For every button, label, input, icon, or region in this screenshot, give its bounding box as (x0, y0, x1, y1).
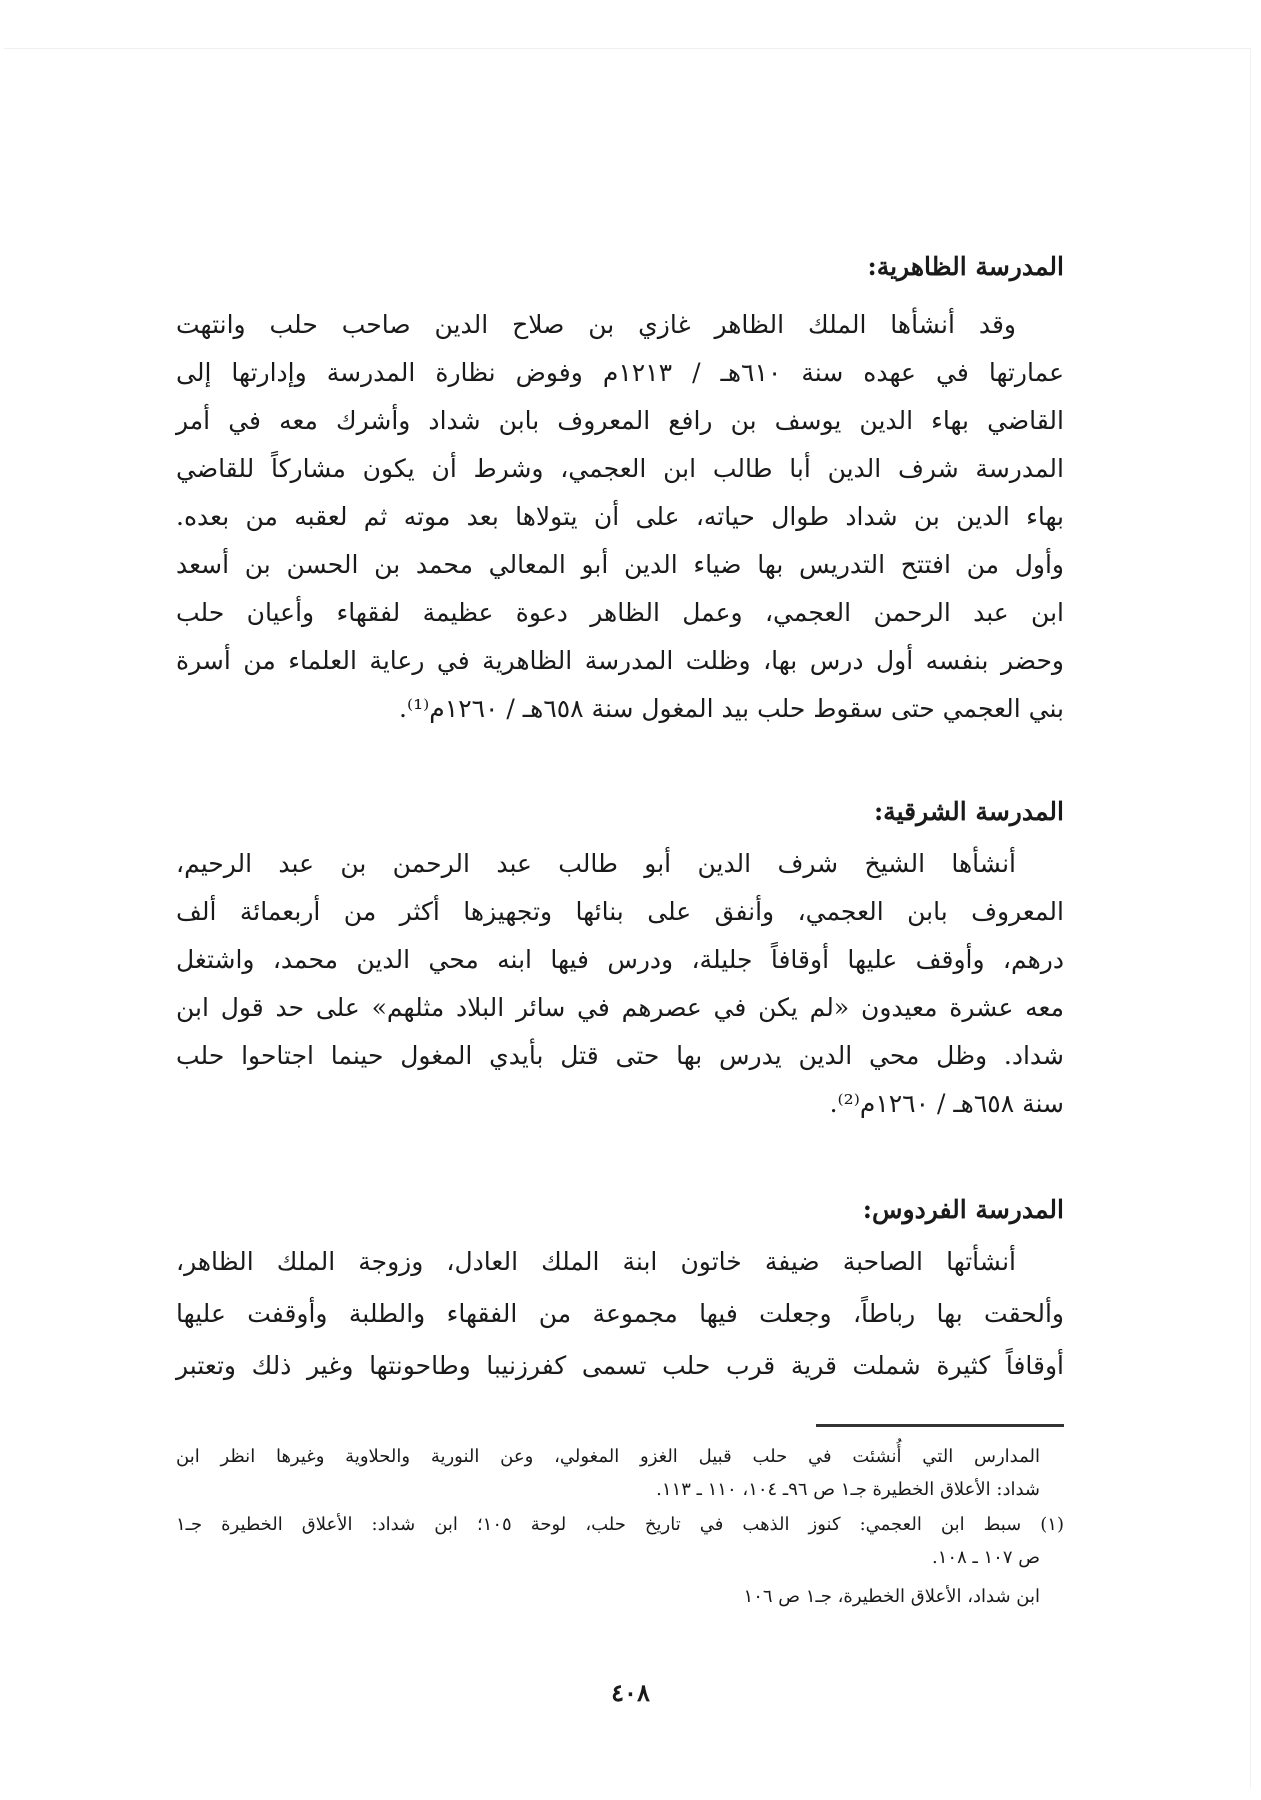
text-line: عمارتها في عهده سنة ٦١٠هـ / ١٢١٣م وفوض نظارة المدرسة وإدارتها إلى (176, 358, 1064, 387)
text-line: وألحقت بها رباطاً، وجعلت فيها مجموعة من الفقهاء والطلبة وأوقفت عليها (176, 1299, 1064, 1328)
text-line: القاضي بهاء الدين يوسف بن رافع المعروف بابن شداد وأشرك معه في أمر (176, 406, 1064, 435)
text-line: درهم، وأوقف عليها أوقافاً جليلة، ودرس فيها ابنه محي الدين محمد، واشتغل (176, 945, 1064, 974)
footnote-separator (816, 1424, 1064, 1427)
footnote-line: شداد: الأعلاق الخطيرة جـ١ ص ٩٦ـ ١٠٤، ١١٠ ـ ١١٣. (656, 1479, 1040, 1500)
text-line: أوقافاً كثيرة شملت قرية قرب حلب تسمى كفرزنيبا وطاحونتها وغير ذلك وتعتبر (176, 1351, 1064, 1380)
footnote-line: ص ١٠٧ ـ ١٠٨. (932, 1547, 1040, 1568)
footnote-1: (١) سبط ابن العجمي: كنوز الذهب في تاريخ حلب، لوحة ١٠٥؛ ابن شداد: الأعلاق الخطيرة جـ١ (176, 1514, 1064, 1535)
section-heading-zahiriya: المدرسة الظاهرية: (867, 252, 1064, 281)
text-line: المعروف بابن العجمي، وأنفق على بنائها وتجهيزها أكثر من أربعمائة ألف (176, 897, 1064, 926)
page-number: ٤٠٨ (611, 1678, 650, 1707)
footnote-line: المدارس التي أُنشئت في حلب قبيل الغزو المغولي، وعن النورية والحلاوية وغيرها انظر ابن (176, 1446, 1040, 1467)
text-line: وقد أنشأها الملك الظاهر غازي بن صلاح الدين صاحب حلب وانتهت (176, 310, 1016, 339)
text-line: سنة ٦٥٨هـ / ١٢٦٠م⁽²⁾. (829, 1089, 1064, 1118)
footnote-2: ابن شداد، الأعلاق الخطيرة، جـ١ ص ١٠٦ (743, 1586, 1040, 1607)
text-line: معه عشرة معيدون «لم يكن في عصرهم في سائر البلاد مثلهم» على حد قول ابن (176, 993, 1064, 1022)
text-line: المدرسة شرف الدين أبا طالب ابن العجمي، وشرط أن يكون مشاركاً للقاضي (176, 454, 1064, 483)
text-line: أنشأها الشيخ شرف الدين أبو طالب عبد الرحمن بن عبد الرحيم، (176, 849, 1016, 878)
text-line: شداد. وظل محي الدين يدرس بها حتى قتل بأيدي المغول حينما اجتاحوا حلب (176, 1041, 1064, 1070)
text-line: ابن عبد الرحمن العجمي، وعمل الظاهر دعوة عظيمة لفقهاء وأعيان حلب (176, 598, 1064, 627)
section-heading-sharqiya: المدرسة الشرقية: (873, 797, 1064, 826)
section-heading-firdaws: المدرسة الفردوس: (862, 1195, 1064, 1224)
text-line: أنشأتها الصاحبة ضيفة خاتون ابنة الملك العادل، وزوجة الملك الظاهر، (176, 1247, 1016, 1276)
text-line: بني العجمي حتى سقوط حلب بيد المغول سنة ٦٥٨هـ / ١٢٦٠م⁽¹⁾. (399, 694, 1064, 723)
text-line: وحضر بنفسه أول درس بها، وظلت المدرسة الظاهرية في رعاية العلماء من أسرة (176, 646, 1064, 675)
text-line: بهاء الدين بن شداد طوال حياته، على أن يتولاها بعد موته ثم لعقبه من بعده. (176, 502, 1064, 531)
text-line: وأول من افتتح التدريس بها ضياء الدين أبو المعالي محمد بن الحسن بن أسعد (176, 550, 1064, 579)
